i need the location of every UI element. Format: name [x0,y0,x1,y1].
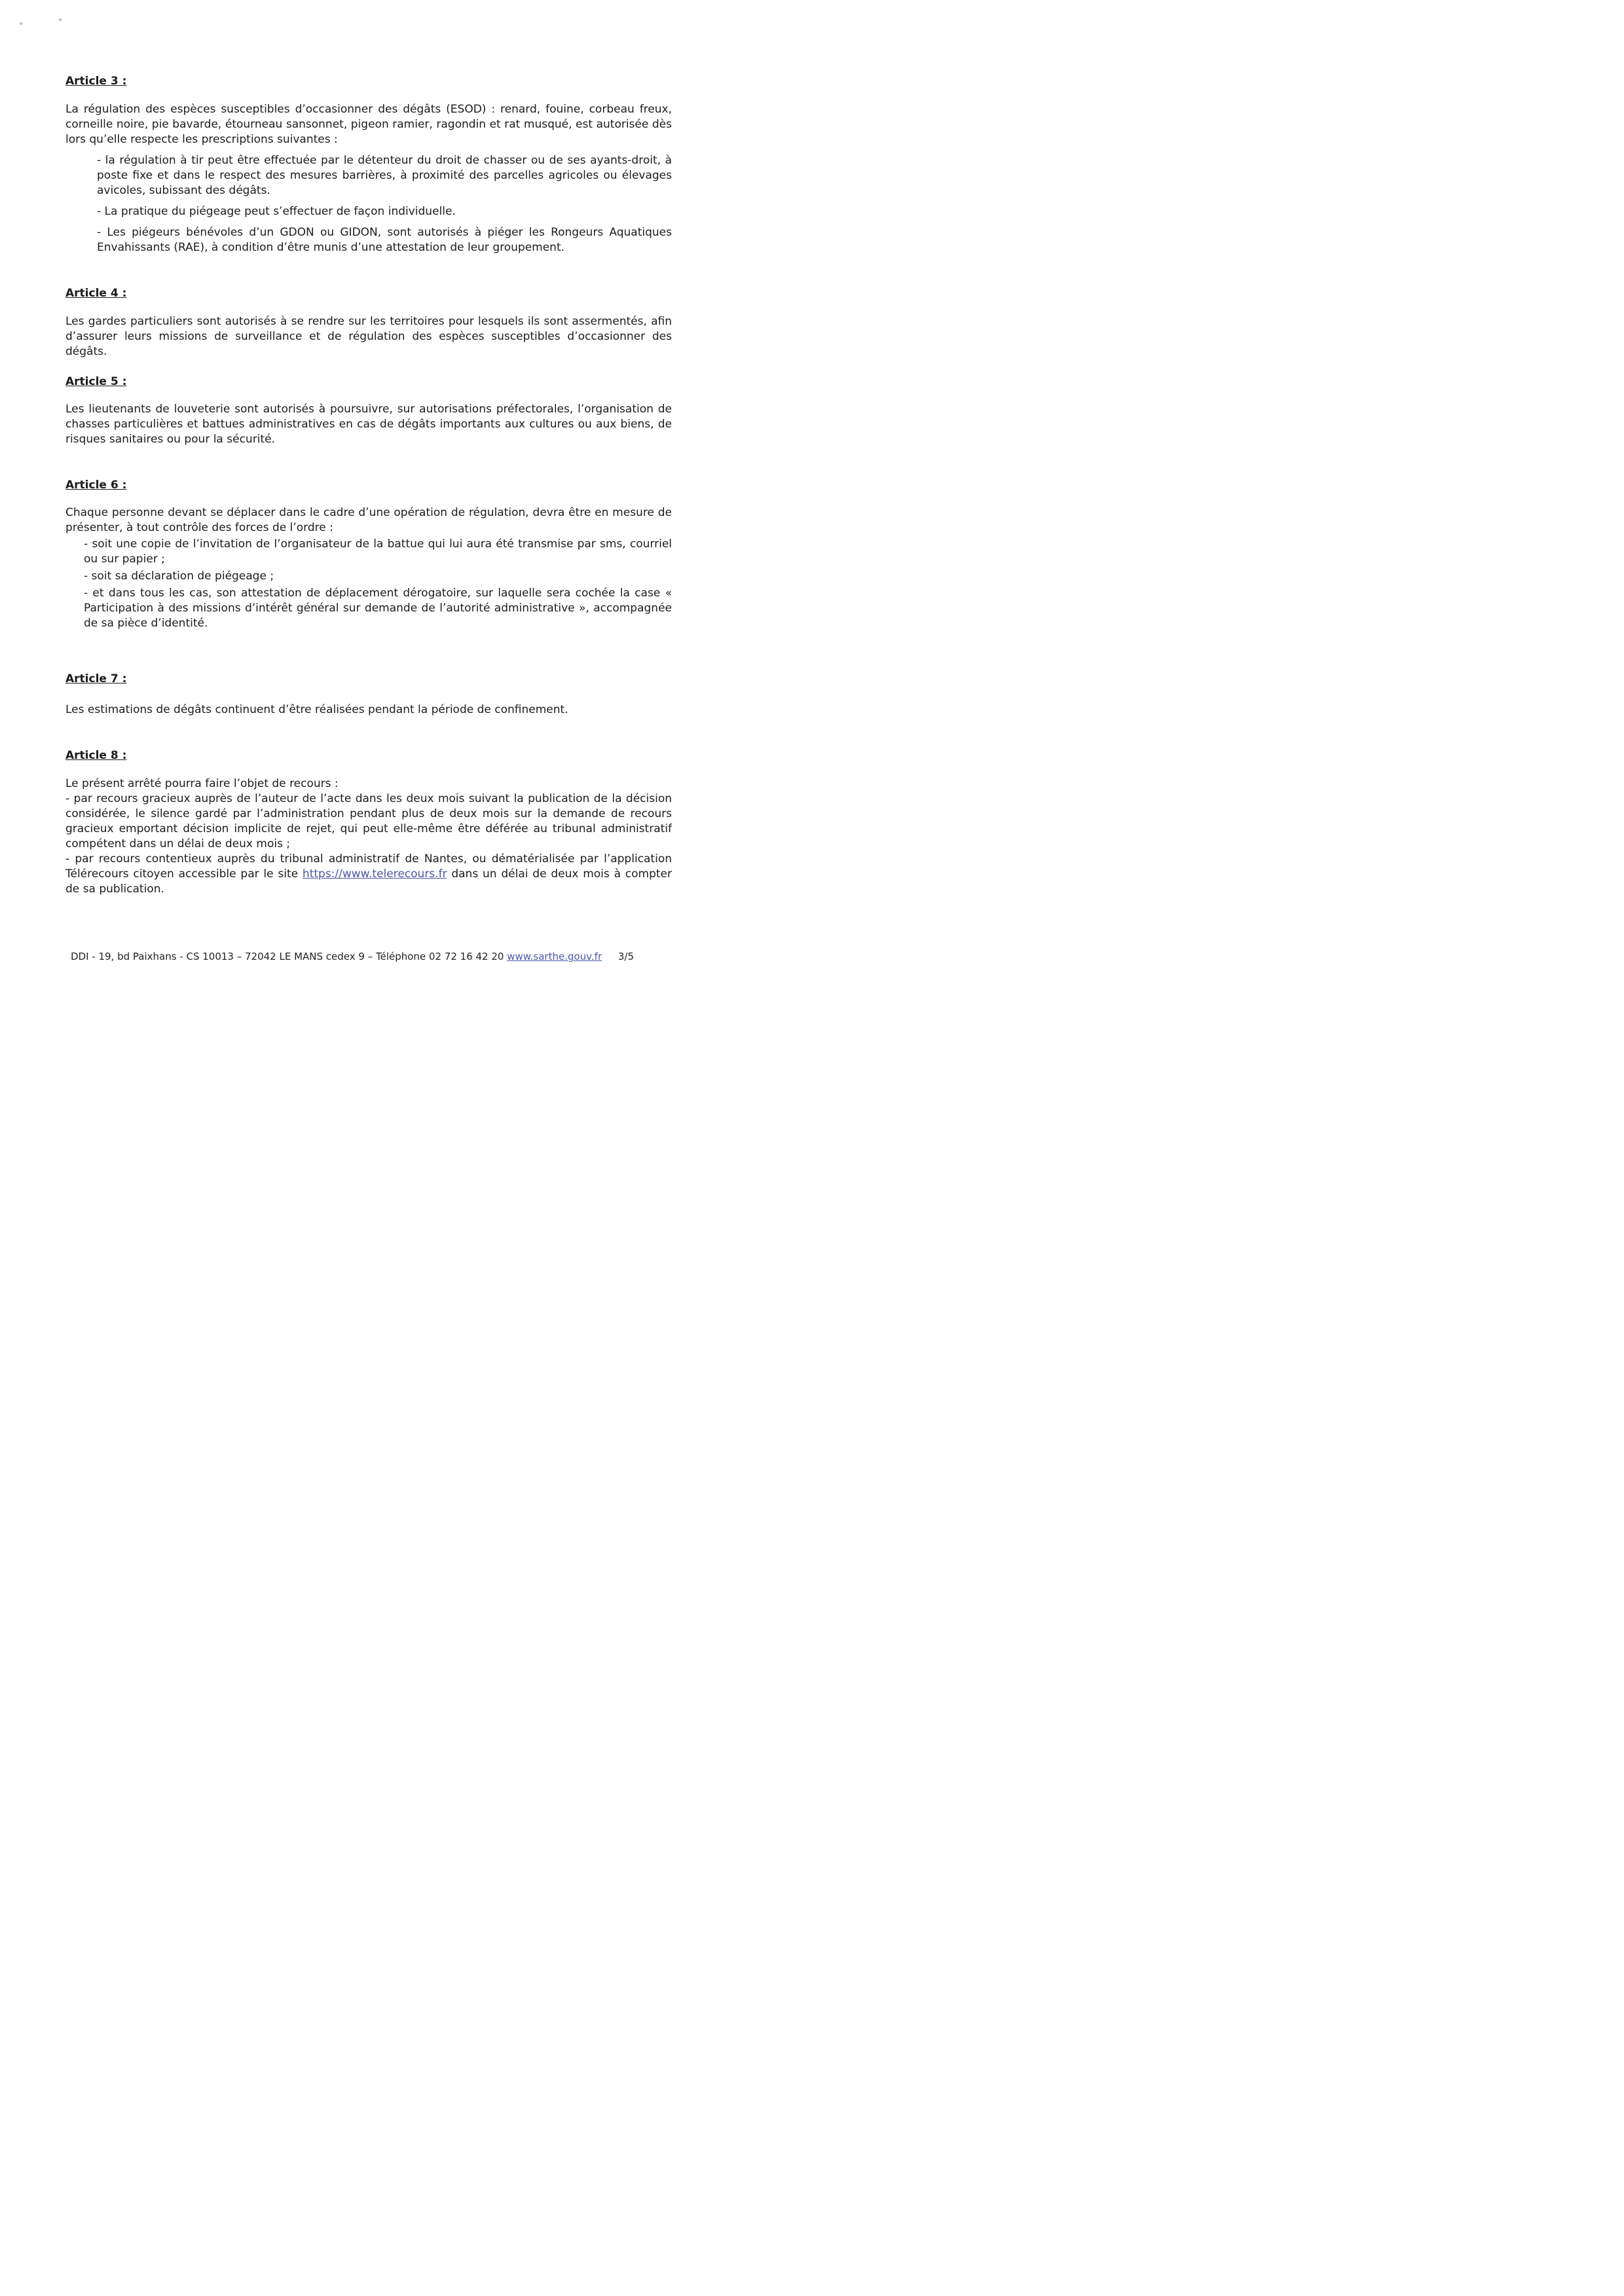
document-page [0,0,720,1019]
page-footer [71,951,634,962]
article-6-list [65,537,672,631]
scan-speck [20,22,22,25]
article-4-heading: Article 4 : [65,287,127,300]
article-8-body [65,776,672,897]
article-3-intro: La régulation des espèces susceptibles d’occasionner des dégâts (ESOD) : renard, fouine, corbeau freux, corneille noire, pie bavarde, étourneau sansonnet, pigeon ramier, ragondin et rat musqué, est autorisée dès lors qu’elle respecte les prescriptions suivantes : [65,103,672,146]
article-3-heading: Article 3 : [65,75,127,88]
article-8-item-gracieux: - par recours gracieux auprès de l’auteur de l’acte dans les deux mois suivant la publication de la décision considérée, le silence gardé par l’administration pendant plus de deux mois sur la demande de recours gracieux emportant décision implicite de rejet, qui peut elle-même être déférée au tribunal administratif compétent dans un délai de deux mois ; [65,792,672,850]
article-3-body [65,102,672,261]
article-8-item2-text: - par recours contentieux auprès du tribunal administratif de Nantes, ou dématérialisée par l’application Télérecours citoyen accessible par le site [65,852,672,881]
article-3-list [65,153,672,255]
article-8-item-contentieux [65,852,672,897]
article-8-intro: Le présent arrêté pourra faire l’objet de recours : [65,777,339,790]
telerecours-link[interactable]: https://www.telerecours.fr [302,867,447,881]
website-link[interactable]: www.sarthe.gouv.fr [507,951,602,962]
article-7-text: Les estimations de dégâts continuent d’être réalisées pendant la période de confinement. [65,703,568,716]
article-5-text: Les lieutenants de louveterie sont autorisés à poursuivre, sur autorisations préfectorales, l’organisation de chasses particulières et battues administratives en cas de dégâts importants aux cultures ou aux biens, de risques sanitaires ou pour la sécurité. [65,403,672,446]
list-item: - la régulation à tir peut être effectuée par le détenteur du droit de chasser ou de ses ayants-droit, à poste fixe et dans le respect des mesures barrières, à proximité des parcelles agricoles ou élevages avicoles, subissant des dégâts. [97,154,672,197]
list-item: - La pratique du piégeage peut s’effectuer de façon individuelle. [97,205,456,218]
article-6-body [65,505,672,631]
list-item: - et dans tous les cas, son attestation de déplacement dérogatoire, sur laquelle sera cochée la case « Participation à des missions d’intérêt général sur demande de l’autorité administrative », accompagnée de sa pièce d’identité. [84,587,672,630]
scan-speck [59,18,62,21]
article-7-heading: Article 7 : [65,672,127,685]
footer-address: DDI - 19, bd Paixhans - CS 10013 – 72042 LE MANS cedex 9 – Téléphone 02 72 16 42 20 [71,951,507,962]
article-8-heading: Article 8 : [65,749,127,762]
list-item: - soit une copie de l’invitation de l’organisateur de la battue qui lui aura été transmise par sms, courriel ou sur papier ; [84,538,672,566]
list-item: - Les piégeurs bénévoles d’un GDON ou GIDON, sont autorisés à piéger les Rongeurs Aquatiques Envahissants (RAE), à condition d’être munis d’une attestation de leur groupement. [97,226,672,254]
article-5-heading: Article 5 : [65,375,127,388]
article-7-body [65,702,672,718]
article-6-heading: Article 6 : [65,479,127,492]
list-item: - soit sa déclaration de piégeage ; [84,570,274,583]
article-4-body [65,314,672,359]
article-6-intro: Chaque personne devant se déplacer dans le cadre d’une opération de régulation, devra être en mesure de présenter, à tout contrôle des forces de l’ordre : [65,506,672,534]
article-5-body [65,402,672,447]
page-number: 3/5 [618,951,634,962]
article-8-item2-text-end: dans un délai de deux mois à compter de sa publication. [65,867,672,896]
article-4-text: Les gardes particuliers sont autorisés à se rendre sur les territoires pour lesquels ils sont assermentés, afin d’assurer leurs missions de surveillance et de régulation des espèces susceptibles d’occasionner des dégâts. [65,315,672,358]
